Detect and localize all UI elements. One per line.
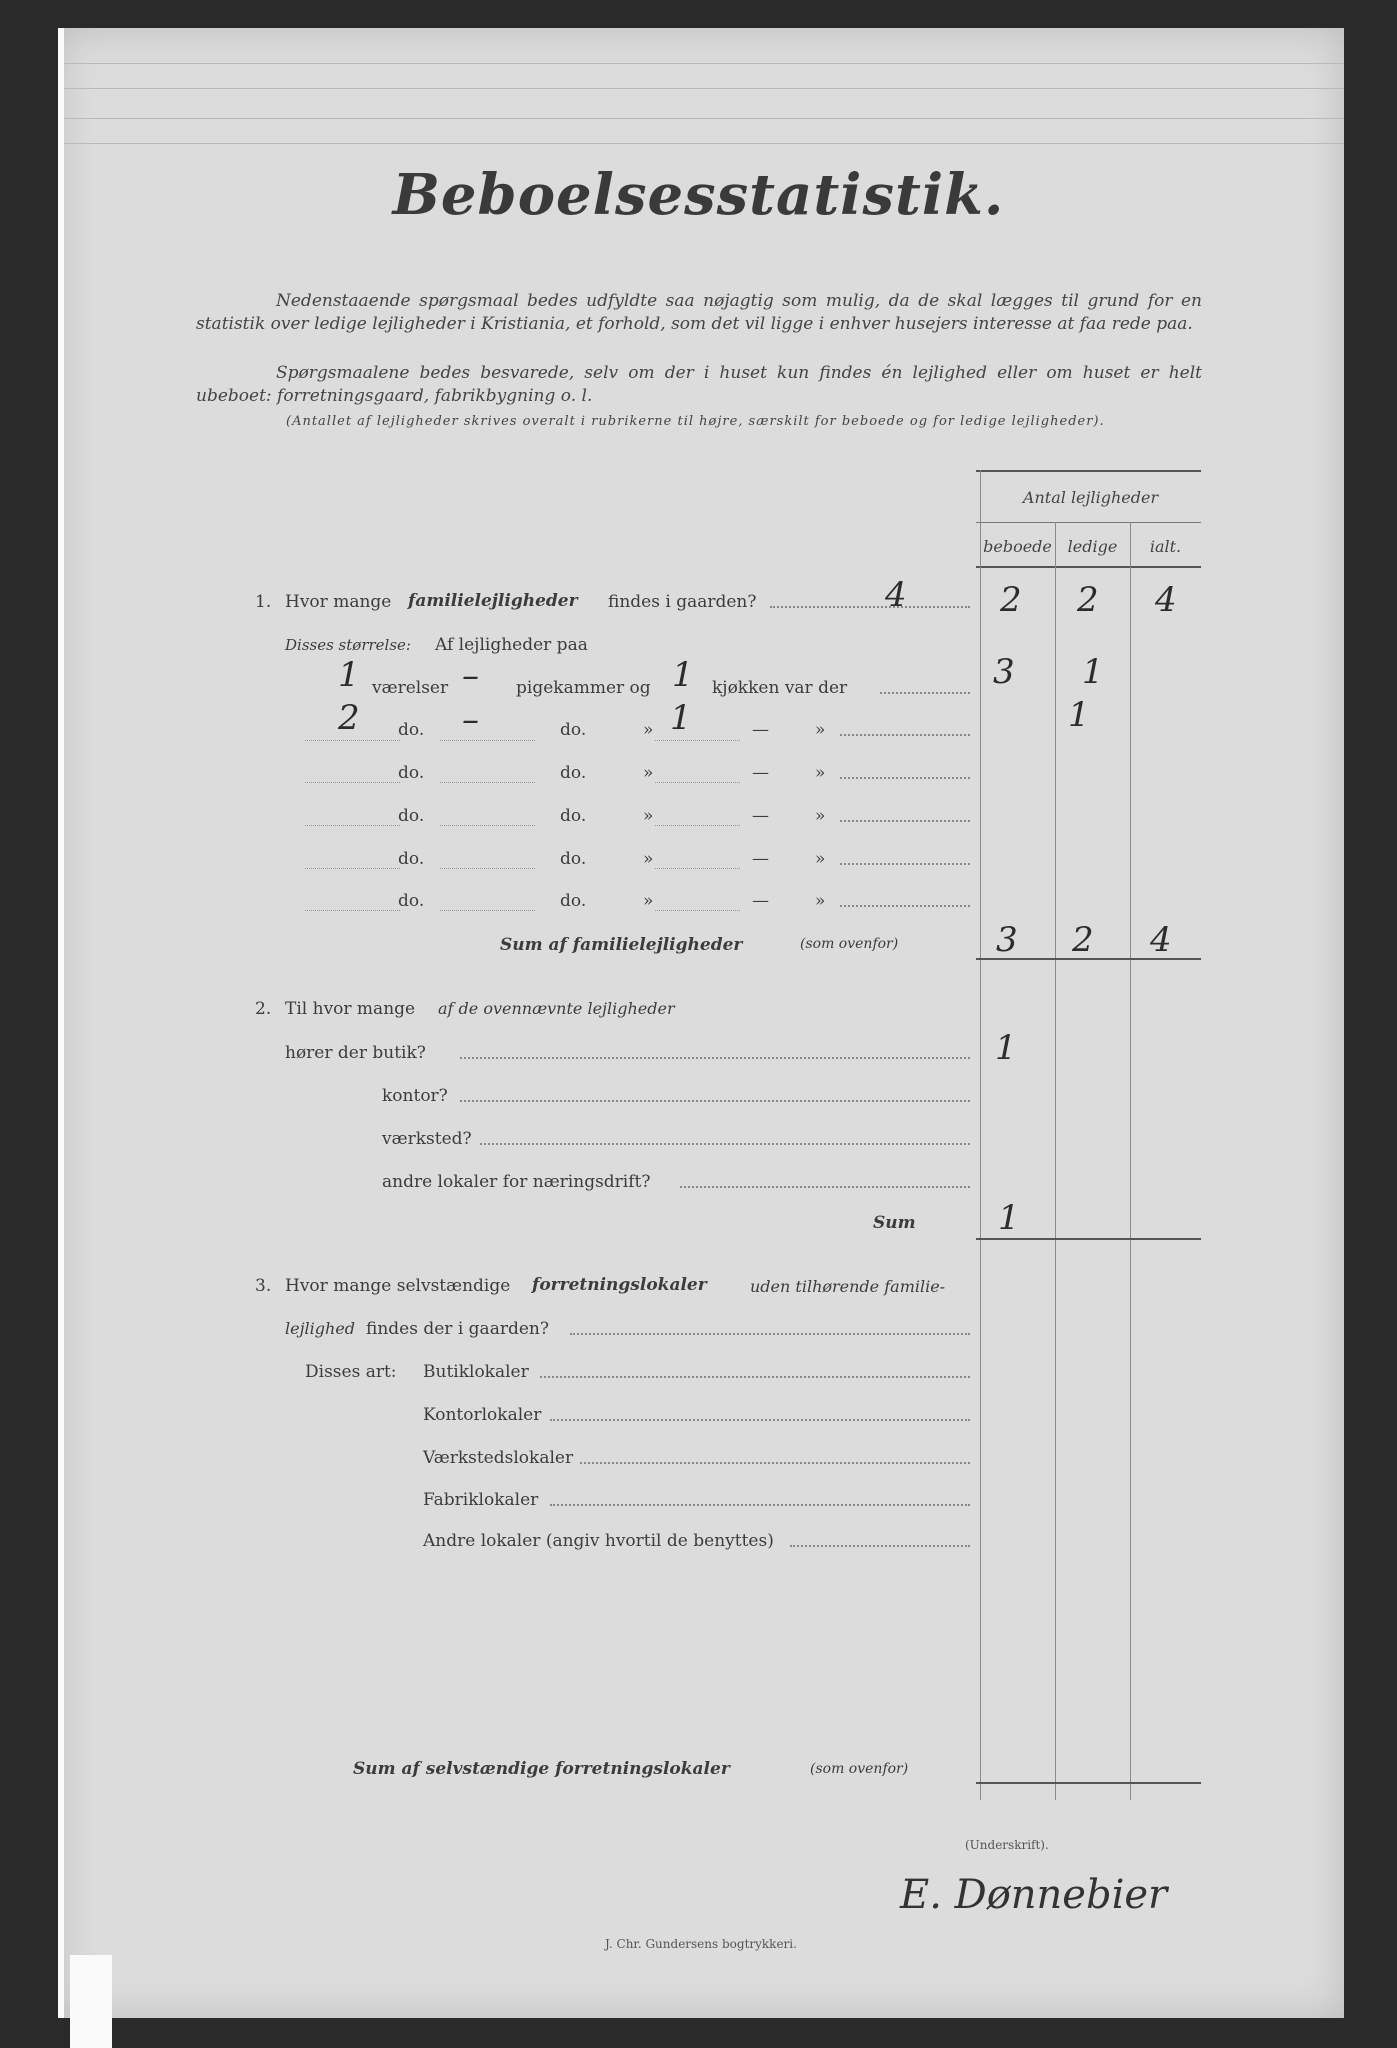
q2-text-b: af de ovennævnte lejligheder [438, 999, 675, 1018]
intro-paragraph-2: Spørgsmaalene bedes besvarede, selv om der i huset kun findes én lejlighed eller om huset er helt ubeboet: forretningsgaard, fabrikbygning o. l. [196, 363, 1202, 406]
q3-text-a: Hvor mange selvstændige [285, 1276, 511, 1296]
row4-do-1: do. [398, 806, 425, 826]
row5-quote-2: » [815, 849, 826, 869]
sum-ledige: 2 [1072, 920, 1094, 960]
col-ledige-header: ledige [1067, 537, 1118, 556]
q1-ledige-value: 2 [1077, 580, 1099, 620]
q3-sum-suffix: (som ovenfor) [810, 1761, 909, 1777]
q2-sum-beboede: 1 [998, 1198, 1020, 1238]
row2-quote-2: » [815, 720, 826, 740]
q2-andre: andre lokaler for næringsdrift? [382, 1172, 651, 1192]
q2-kontor: kontor? [382, 1086, 448, 1106]
q1-size-label: Disses størrelse: [285, 636, 411, 654]
row6-dash: — [752, 891, 769, 911]
row5-do-1: do. [398, 849, 425, 869]
row6-do-1: do. [398, 891, 425, 911]
q3-butik: Butiklokaler [423, 1362, 529, 1382]
sum-beboede: 3 [996, 920, 1018, 960]
q3-verksted: Værkstedslokaler [423, 1448, 574, 1468]
row2-do-1: do. [398, 720, 425, 740]
q1-sum-suffix: (som ovenfor) [800, 936, 899, 952]
butik-beboede: 1 [995, 1028, 1017, 1068]
row2-dash: — [752, 720, 769, 740]
row1-kjokken: 1 [672, 655, 694, 695]
scan-edge [58, 28, 64, 2018]
q2-butik: hører der butik? [285, 1043, 426, 1063]
q1-text-b: familielejligheder [408, 591, 578, 611]
row2-do-2: do. [560, 720, 587, 740]
intro-paragraph-3: (Antallet af lejligheder skrives overalt i rubrikerne til højre, særskilt for beboede og for ledige lejligheder). [286, 414, 1105, 429]
q3-art-label: Disses art: [305, 1362, 397, 1382]
q3-kontor: Kontorlokaler [423, 1405, 542, 1425]
q1-size-text: Af lejligheder paa [435, 635, 588, 655]
row4-quote-2: » [815, 806, 826, 826]
row3-quote-1: » [643, 763, 654, 783]
row1-pige: – [462, 656, 479, 696]
q3-sum-label: Sum af selvstændige forretningslokaler [353, 1759, 730, 1779]
q2-sum-label: Sum [873, 1213, 916, 1233]
q3-fabrik: Fabriklokaler [423, 1490, 539, 1510]
row4-do-2: do. [560, 806, 587, 826]
row1-kjokken-label: kjøkken var der [712, 678, 848, 698]
q1-ialt-value: 4 [1155, 580, 1177, 620]
scan-edge-mark [70, 1955, 112, 2048]
q3-text-c: uden tilhørende familie- [750, 1277, 946, 1296]
q1-text-a: Hvor mange [285, 592, 392, 612]
row4-quote-1: » [643, 806, 654, 826]
q1-number: 1. [255, 592, 272, 612]
intro-paragraph-1: Nedenstaaende spørgsmaal bedes udfyldte saa nøjagtig som mulig, da de skal lægges til grund for en statistik over ledige lejligheder i Kristiania, et forhold, som det vil ligge i enhver husejers interesse at faa rede paa. [196, 291, 1202, 334]
row1-rooms: 1 [338, 655, 360, 695]
col-ialt-header: ialt. [1149, 537, 1182, 556]
q1-margin-total: 4 [885, 575, 907, 615]
row1-ledige: 1 [1082, 652, 1104, 692]
signature: E. Dønnebier [900, 1872, 1168, 1918]
row4-dash: — [752, 806, 769, 826]
q3-text-e: findes der i gaarden? [366, 1319, 549, 1339]
printer-imprint: J. Chr. Gundersens bogtrykkeri. [605, 1937, 797, 1951]
q1-sum-label: Sum af familielejligheder [500, 935, 743, 955]
col-beboede-header: beboede [983, 537, 1052, 556]
row5-do-2: do. [560, 849, 587, 869]
q2-verksted: værksted? [382, 1129, 472, 1149]
row2-kjokken: 1 [670, 698, 692, 738]
q3-text-d: lejlighed [285, 1319, 356, 1338]
row2-quote-1: » [643, 720, 654, 740]
row3-dash: — [752, 763, 769, 783]
row1-beboede: 3 [993, 652, 1015, 692]
row2-rooms: 2 [338, 698, 360, 738]
row5-dash: — [752, 849, 769, 869]
q3-andre: Andre lokaler (angiv hvortil de benyttes) [423, 1531, 774, 1551]
q1-text-c: findes i gaarden? [608, 592, 757, 612]
row5-quote-1: » [643, 849, 654, 869]
row6-do-2: do. [560, 891, 587, 911]
q1-beboede-value: 2 [1000, 580, 1022, 620]
underskrift-label: (Underskrift). [965, 1838, 1049, 1852]
table-group-header: Antal lejligheder [1022, 488, 1159, 507]
q3-text-b: forretningslokaler [532, 1275, 707, 1295]
row1-vaerelser: værelser [372, 678, 449, 698]
q2-text-a: Til hvor mange [285, 999, 416, 1019]
row6-quote-2: » [815, 891, 826, 911]
row2-pige: – [462, 700, 479, 740]
q3-number: 3. [255, 1276, 272, 1296]
row3-do-2: do. [560, 763, 587, 783]
row1-pigekammer: pigekammer og [516, 678, 651, 698]
row6-quote-1: » [643, 891, 654, 911]
page-title: Beboelsesstatistik. [392, 162, 1005, 228]
sum-ialt: 4 [1150, 920, 1172, 960]
row3-do-1: do. [398, 763, 425, 783]
q2-number: 2. [255, 999, 272, 1019]
row3-quote-2: » [815, 763, 826, 783]
row2-ledige: 1 [1068, 695, 1090, 735]
